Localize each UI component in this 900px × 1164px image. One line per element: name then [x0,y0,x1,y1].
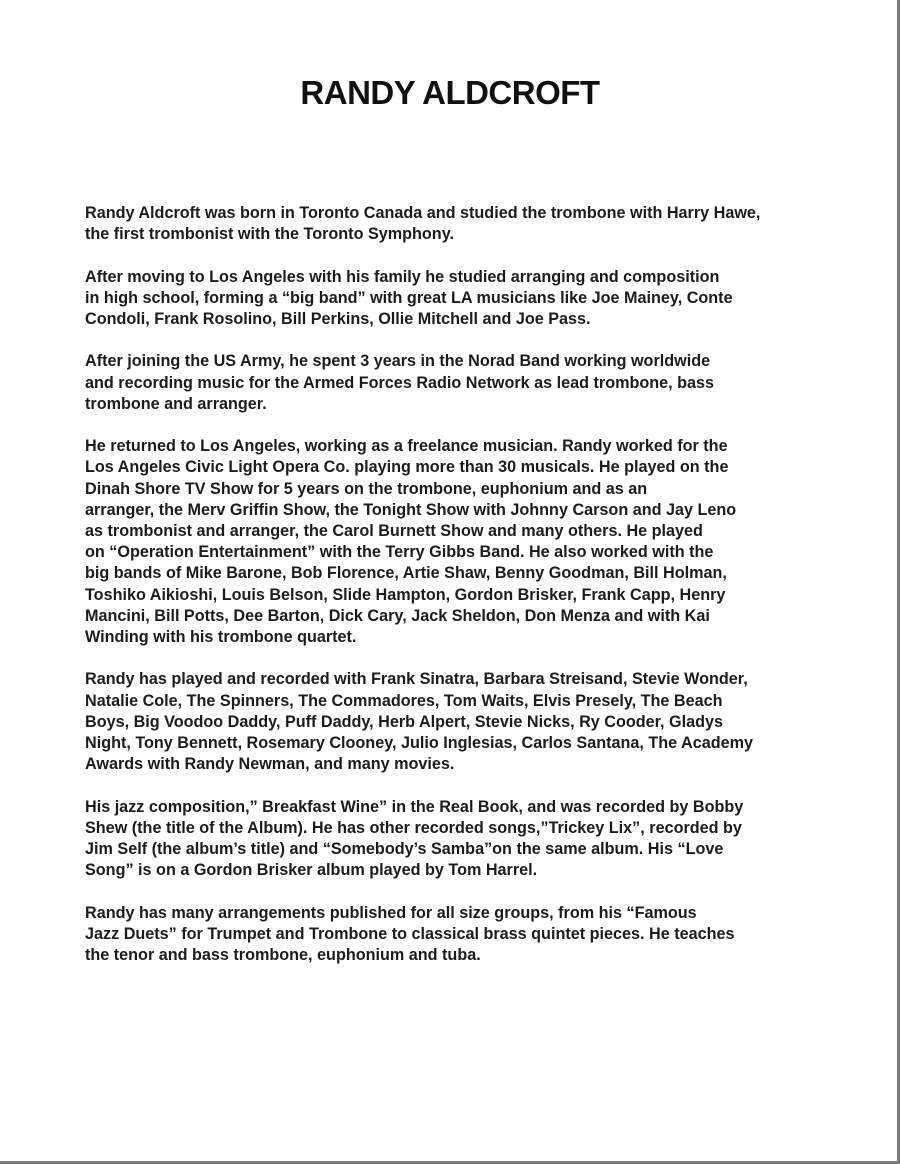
paragraph-army [85,351,825,415]
text-line: Randy Aldcroft was born in Toronto Canada and studied the trombone with Harry Hawe, [85,204,761,222]
text-line: Randy has many arrangements published for all size groups, from his “Famous [85,903,697,922]
text-line: Los Angeles Civic Light Opera Co. playing more than 30 musicals. He played on the [85,458,729,477]
text-line: Song” is on a Gordon Brisker album played by Tom Harrel. [85,861,538,880]
text-line: Dinah Shore TV Show for 5 years on the trombone, euphonium and as an [85,479,648,498]
text-line: big bands of Mike Barone, Bob Florence, Artie Shaw, Benny Goodman, Bill Holman, [85,564,727,583]
text-line: Awards with Randy Newman, and many movies. [85,755,455,774]
text-line: Jim Self (the album’s title) and “Somebody’s Samba”on the same album. His “Love [85,840,724,859]
text-line: Boys, Big Voodoo Daddy, Puff Daddy, Herb Alpert, Stevie Nicks, Ry Cooder, Gladys [85,712,724,731]
text-line: Mancini, Bill Potts, Dee Barton, Dick Cary, Jack Sheldon, Don Menza and with Kai [85,606,710,625]
text-line: Winding with his trombone quartet. [85,628,357,647]
text-line: Toshiko Aikioshi, Louis Belson, Slide Hampton, Gordon Brisker, Frank Capp, Henry [85,585,726,604]
text-line: in high school, forming a “big band” with great LA musicians like Joe Mainey, Conte [85,288,733,307]
text-line: the first trombonist with the Toronto Symphony. [85,225,454,244]
text-line: His jazz composition,” Breakfast Wine” in the Real Book, and was recorded by Bobby [85,797,744,816]
paragraph-los-angeles [85,267,825,331]
text-line: the tenor and bass trombone, euphonium and tuba. [85,946,481,965]
text-line: and recording music for the Armed Forces Radio Network as lead trombone, bass [85,373,715,392]
paragraph-birth [85,203,825,245]
text-line: Randy has played and recorded with Frank Sinatra, Barbara Streisand, Stevie Wonder, [85,670,748,689]
text-line: After joining the US Army, he spent 3 years in the Norad Band working worldwide [85,352,711,371]
biography-body [85,203,825,987]
text-line: He returned to Los Angeles, working as a freelance musician. Randy worked for the [85,437,728,456]
paragraph-career [85,436,825,648]
text-line: Condoli, Frank Rosolino, Bill Perkins, Ollie Mitchell and Joe Pass. [85,310,591,328]
text-line: on “Operation Entertainment” with the Terry Gibbs Band. He also worked with the [85,543,714,562]
text-line: as trombonist and arranger, the Carol Burnett Show and many others. He played [85,522,703,540]
page-title: RANDY ALDCROFT [300,74,600,111]
text-line: After moving to Los Angeles with his family he studied arranging and composition [85,267,720,286]
text-line: Shew (the title of the Album). He has other recorded songs,”Trickey Lix”, recorded by [85,818,742,837]
text-line: Natalie Cole, The Spinners, The Commadores, Tom Waits, Elvis Presely, The Beach [85,691,723,710]
text-line: trombone and arranger. [85,394,267,413]
paragraph-recordings [85,669,825,775]
paragraph-arrangements [85,903,825,967]
text-line: Night, Tony Bennett, Rosemary Clooney, Julio Inglesias, Carlos Santana, The Academy [85,734,754,753]
text-line: arranger, the Merv Griffin Show, the Tonight Show with Johnny Carson and Jay Leno [85,500,737,519]
text-line: Jazz Duets” for Trumpet and Trombone to classical brass quintet pieces. He teaches [85,924,735,943]
paragraph-compositions [85,797,825,882]
